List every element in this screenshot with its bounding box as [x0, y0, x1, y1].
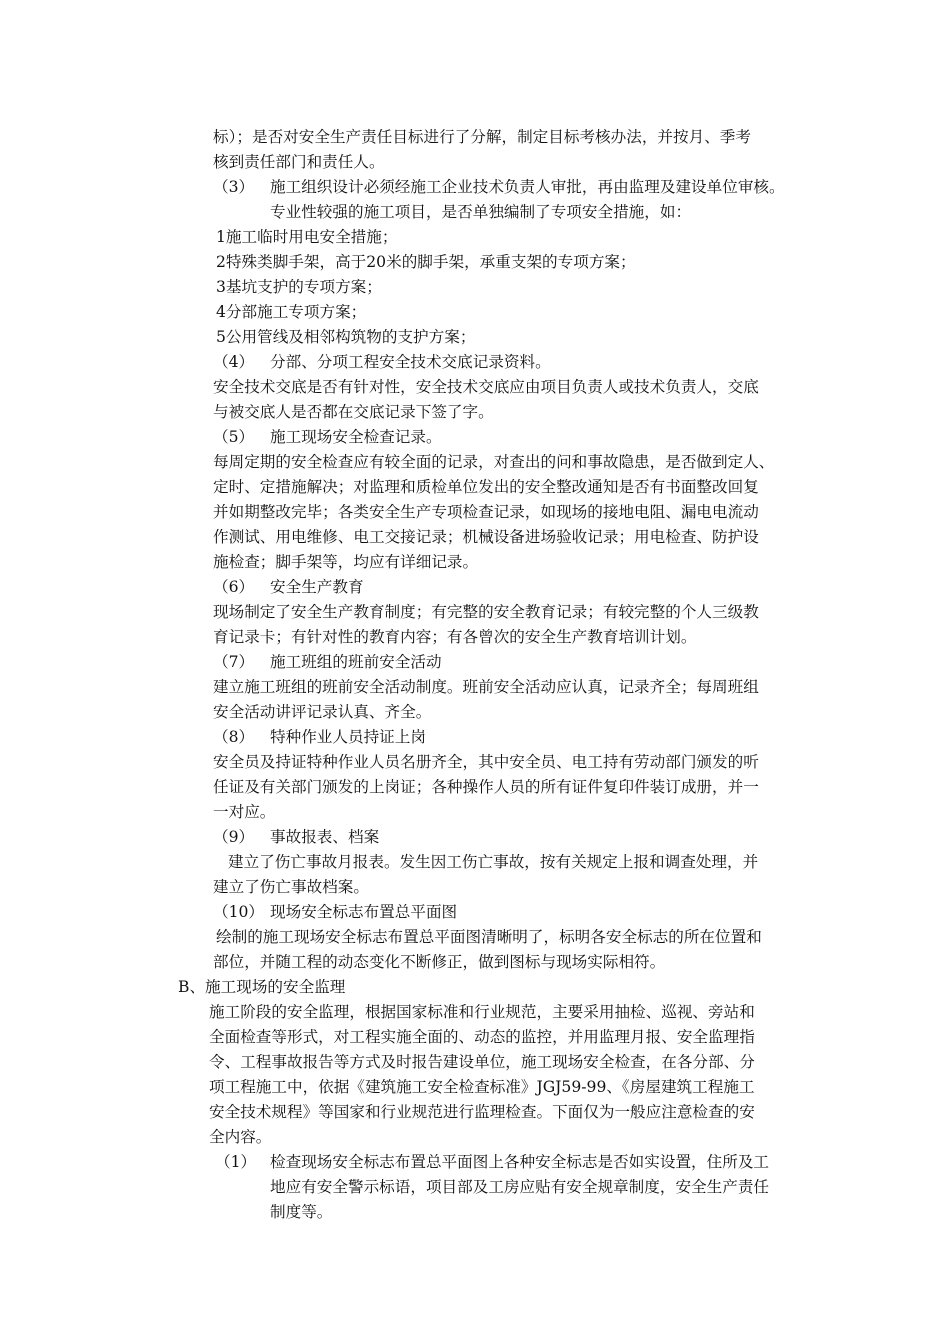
text-line: 与被交底人是否都在交底记录下签了字。 [213, 403, 494, 421]
text-line: 令、工程事故报告等方式及时报告建设单位，施工现场安全检查，在各分部、分 [209, 1053, 755, 1071]
item-number: （9） [213, 828, 255, 846]
list-item: 2特殊类脚手架，高于20米的脚手架，承重支架的专项方案； [216, 253, 636, 271]
item-heading: 施工现场安全检查记录。 [270, 428, 442, 446]
text-line: 安全活动讲评记录认真、齐全。 [213, 703, 432, 721]
item-number: （4） [213, 353, 255, 371]
text-line: 施工阶段的安全监理，根据国家标准和行业规范，主要采用抽检、巡视、旁站和 [209, 1003, 755, 1021]
item-number: （5） [213, 428, 255, 446]
text-line: 安全技术规程》等国家和行业规范进行监理检查。下面仅为一般应注意检查的安 [209, 1103, 755, 1121]
text-line: 施检查；脚手架等，均应有详细记录。 [213, 553, 479, 571]
text-line: 核到责任部门和责任人。 [213, 153, 385, 171]
list-item: 3基坑支护的专项方案； [216, 278, 382, 296]
item-text: 地应有安全警示标语，项目部及工房应贴有安全规章制度，安全生产责任 [270, 1178, 770, 1196]
text-line: 建立了伤亡事故档案。 [213, 878, 369, 896]
list-item: 1施工临时用电安全措施； [216, 228, 398, 246]
text-line: 育记录卡；有针对性的教育内容；有各曾次的安全生产教育培训计划。 [213, 628, 697, 646]
text-line: 一对应。 [213, 803, 276, 821]
list-item: 5公用管线及相邻构筑物的支护方案； [216, 328, 476, 346]
item-number: （3） [213, 178, 255, 196]
text-line: 建立施工班组的班前安全活动制度。班前安全活动应认真，记录齐全；每周班组 [213, 678, 759, 696]
text-line: 绘制的施工现场安全标志布置总平面图清晰明了，标明各安全标志的所在位置和 [216, 928, 762, 946]
item-heading: 特种作业人员持证上岗 [270, 728, 426, 746]
item-heading: 分部、分项工程安全技术交底记录资料。 [270, 353, 551, 371]
item-heading: 事故报表、档案 [270, 828, 380, 846]
text-line: 作测试、用电维修、电工交接记录；机械设备进场验收记录；用电检查、防护设 [213, 528, 759, 546]
text-line: 并如期整改完毕；各类安全生产专项检查记录，如现场的接地电阻、漏电电流动 [213, 503, 759, 521]
text-line: 安全员及持证特种作业人员名册齐全，其中安全员、电工持有劳动部门颁发的听 [213, 753, 759, 771]
text-line: 现场制定了安全生产教育制度；有完整的安全教育记录；有较完整的个人三级教 [213, 603, 759, 621]
text-line: 专业性较强的施工项目，是否单独编制了专项安全措施，如： [270, 203, 692, 221]
item-heading: 现场安全标志布置总平面图 [270, 903, 458, 921]
item-text: 制度等。 [270, 1203, 333, 1221]
text-line: 任证及有关部门颁发的上岗证；各种操作人员的所有证件复印件装订成册，并一 [213, 778, 759, 796]
item-heading: 施工组织设计必须经施工企业技术负责人审批，再由监理及建设单位审核。 [270, 178, 785, 196]
list-item: 4分部施工专项方案； [216, 303, 367, 321]
item-heading: 施工班组的班前安全活动 [270, 653, 442, 671]
item-text: 检查现场安全标志布置总平面图上各种安全标志是否如实设置，住所及工 [270, 1153, 770, 1171]
item-number: （10） [213, 903, 265, 921]
section-heading: B、施工现场的安全监理 [178, 978, 346, 996]
text-line: 全内容。 [209, 1128, 272, 1146]
text-line: 定时、定措施解决；对监理和质检单位发出的安全整改通知是否有书面整改回复 [213, 478, 759, 496]
text-line: 项工程施工中，依据《建筑施工安全检查标准》JGJ59-99、《房屋建筑工程施工 [209, 1078, 755, 1096]
text-line: 每周定期的安全检查应有较全面的记录，对查出的问和事故隐患，是否做到定人、 [213, 453, 775, 471]
item-number: （8） [213, 728, 255, 746]
text-line: 标）；是否对安全生产责任目标进行了分解，制定目标考核办法，并按月、季考 [213, 128, 751, 146]
item-number: （7） [213, 653, 255, 671]
item-number: （6） [213, 578, 255, 596]
text-line: 安全技术交底是否有针对性，安全技术交底应由项目负责人或技术负责人，交底 [213, 378, 759, 396]
text-line: 建立了伤亡事故月报表。发生因工伤亡事故，按有关规定上报和调查处理，并 [228, 853, 759, 871]
item-heading: 安全生产教育 [270, 578, 364, 596]
text-line: 全面检查等形式，对工程实施全面的、动态的监控，并用监理月报、安全监理指 [209, 1028, 755, 1046]
text-line: 部位，并随工程的动态变化不断修正，做到图标与现场实际相符。 [213, 953, 666, 971]
item-number: （1） [215, 1153, 257, 1171]
